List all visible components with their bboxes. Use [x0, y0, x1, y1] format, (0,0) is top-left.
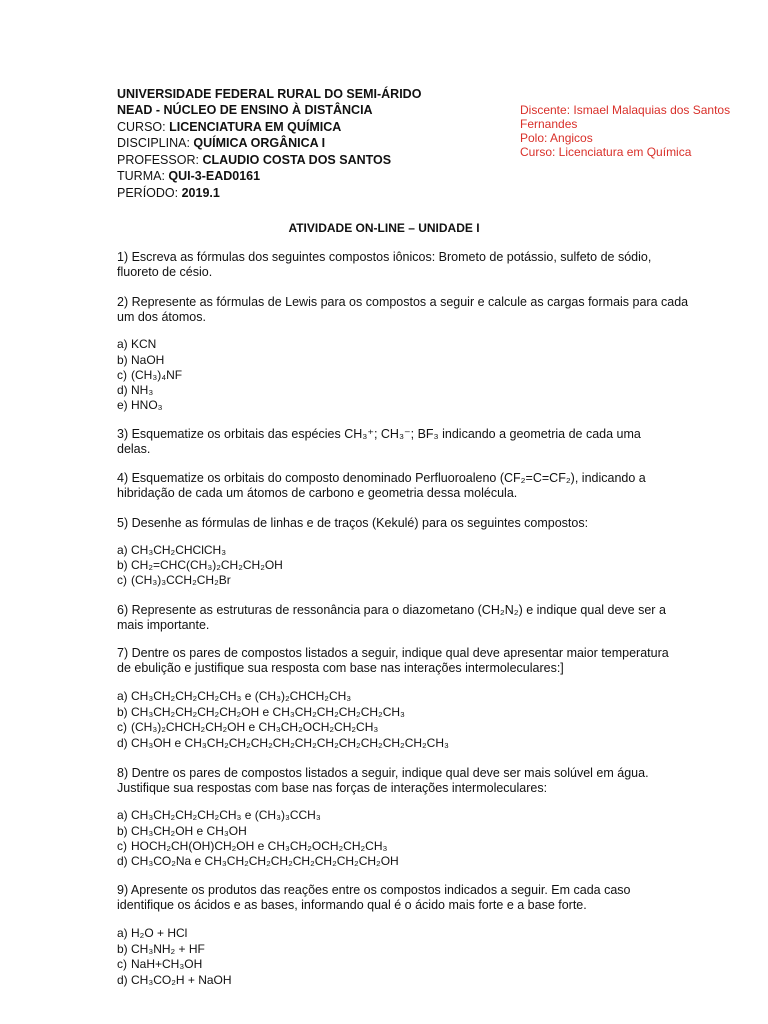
class-value: QUI-3-EAD0161: [168, 169, 261, 183]
question-5-line1: 5) Desenhe as fórmulas de linhas e de traços (Kekulé) para os seguintes compostos:: [117, 516, 589, 530]
list-item: b) CH₂=CHC(CH₃)₂CH₂CH₂OH: [117, 558, 283, 572]
list-item: a) H₂O + HCl: [117, 926, 188, 940]
list-item: c) (CH₃)₄NF: [117, 368, 183, 382]
question-6-line1: 6) Represente as estruturas de ressonância para o diazometano (CH₂N₂) e indique qual deve ser a: [117, 603, 666, 617]
question-4-line1: 4) Esquematize os orbitais do composto denominado Perfluoroaleno (CF₂=C=CF₂), indicando a: [117, 471, 646, 485]
discipline-value: QUÍMICA ORGÂNICA I: [193, 136, 326, 150]
list-item: a) CH₃CH₂CH₂CH₂CH₃ e (CH₃)₃CCH₃: [117, 808, 321, 822]
list-item: a) KCN: [117, 337, 157, 351]
list-item: d) NH₃: [117, 383, 154, 397]
activity-title: ATIVIDADE ON-LINE – UNIDADE I: [288, 221, 480, 235]
course-line: [117, 119, 341, 136]
list-item: b) NaOH: [117, 353, 165, 367]
question-8-line1: 8) Dentre os pares de compostos listados a seguir, indique qual deve ser mais solúvel em água.: [117, 766, 649, 780]
question-3-line2: delas.: [117, 442, 151, 456]
student-course: Curso: Licenciatura em Química: [520, 145, 692, 159]
nucleus-name: NEAD - NÚCLEO DE ENSINO À DISTÂNCIA: [117, 103, 373, 117]
list-item: c) HOCH₂CH(OH)CH₂OH e CH₃CH₂OCH₂CH₂CH₃: [117, 839, 388, 853]
list-item: b) CH₃CH₂CH₂CH₂CH₂OH e CH₃CH₂CH₂CH₂CH₂CH₃: [117, 705, 405, 719]
list-item: c) NaH+CH₃OH: [117, 957, 203, 971]
course-value: LICENCIATURA EM QUÍMICA: [169, 120, 342, 134]
question-7-line1: 7) Dentre os pares de compostos listados a seguir, indique qual deve apresentar maior temperatura: [117, 646, 669, 660]
list-item: b) CH₃NH₂ + HF: [117, 942, 205, 956]
question-3-line1: 3) Esquematize os orbitais das espécies CH₃⁺; CH₃⁻; BF₃ indicando a geometria de cada uma: [117, 427, 641, 441]
discipline-label: DISCIPLINA:: [117, 136, 194, 150]
list-item: a) CH₃CH₂CHClCH₃: [117, 543, 227, 557]
class-line: [117, 168, 260, 185]
question-1-line1: 1) Escreva as fórmulas dos seguintes compostos iônicos: Brometo de potássio, sulfeto de sódio,: [117, 250, 652, 264]
list-item: c) (CH₃)₂CHCH₂CH₂OH e CH₃CH₂OCH₂CH₂CH₃: [117, 720, 379, 734]
list-item: d) CH₃CO₂H + NaOH: [117, 973, 232, 987]
question-4-line2: hibridação de cada um átomos de carbono e geometria dessa molécula.: [117, 486, 518, 500]
list-item: d) CH₃CO₂Na e CH₃CH₂CH₂CH₂CH₂CH₂CH₂CH₂OH: [117, 854, 399, 868]
professor-label: PROFESSOR:: [117, 153, 203, 167]
list-item: a) CH₃CH₂CH₂CH₂CH₃ e (CH₃)₂CHCH₂CH₃: [117, 689, 352, 703]
question-8-line2: Justifique sua respostas com base nas forças de interações intermoleculares:: [117, 781, 548, 795]
university-name: UNIVERSIDADE FEDERAL RURAL DO SEMI-ÁRIDO: [117, 87, 422, 101]
question-9-line1: 9) Apresente os produtos das reações entre os compostos indicados a seguir. Em cada caso: [117, 883, 631, 897]
list-item: e) HNO₃: [117, 398, 163, 412]
discipline-line: [117, 135, 325, 152]
course-label: CURSO:: [117, 120, 170, 134]
question-9-line2: identifique os ácidos e as bases, informando qual é o ácido mais forte e a base forte.: [117, 898, 587, 912]
list-item: d) CH₃OH e CH₃CH₂CH₂CH₂CH₂CH₂CH₂CH₂CH₂CH₂CH₂CH₃: [117, 736, 449, 750]
question-1-line2: fluoreto de césio.: [117, 265, 213, 279]
question-6-line2: mais importante.: [117, 618, 210, 632]
student-polo: Polo: Angicos: [520, 131, 593, 145]
class-label: TURMA:: [117, 169, 169, 183]
period-line: [117, 185, 220, 202]
question-2-line1: 2) Represente as fórmulas de Lewis para os compostos a seguir e calcule as cargas formais para cada: [117, 295, 689, 309]
professor-value: CLAUDIO COSTA DOS SANTOS: [202, 153, 392, 167]
list-item: b) CH₃CH₂OH e CH₃OH: [117, 824, 247, 838]
list-item: c) (CH₃)₃CCH₂CH₂Br: [117, 573, 231, 587]
period-value: 2019.1: [181, 186, 220, 200]
student-name-line1: Discente: Ismael Malaquias dos Santos: [520, 103, 731, 117]
question-7-line2: de ebulição e justifique sua resposta com base nas interações intermoleculares:]: [117, 661, 564, 675]
student-name-line2: Fernandes: [520, 117, 578, 131]
professor-line: [117, 152, 391, 169]
period-label: PERÍODO:: [117, 186, 182, 200]
question-2-line2: um dos átomos.: [117, 310, 206, 324]
